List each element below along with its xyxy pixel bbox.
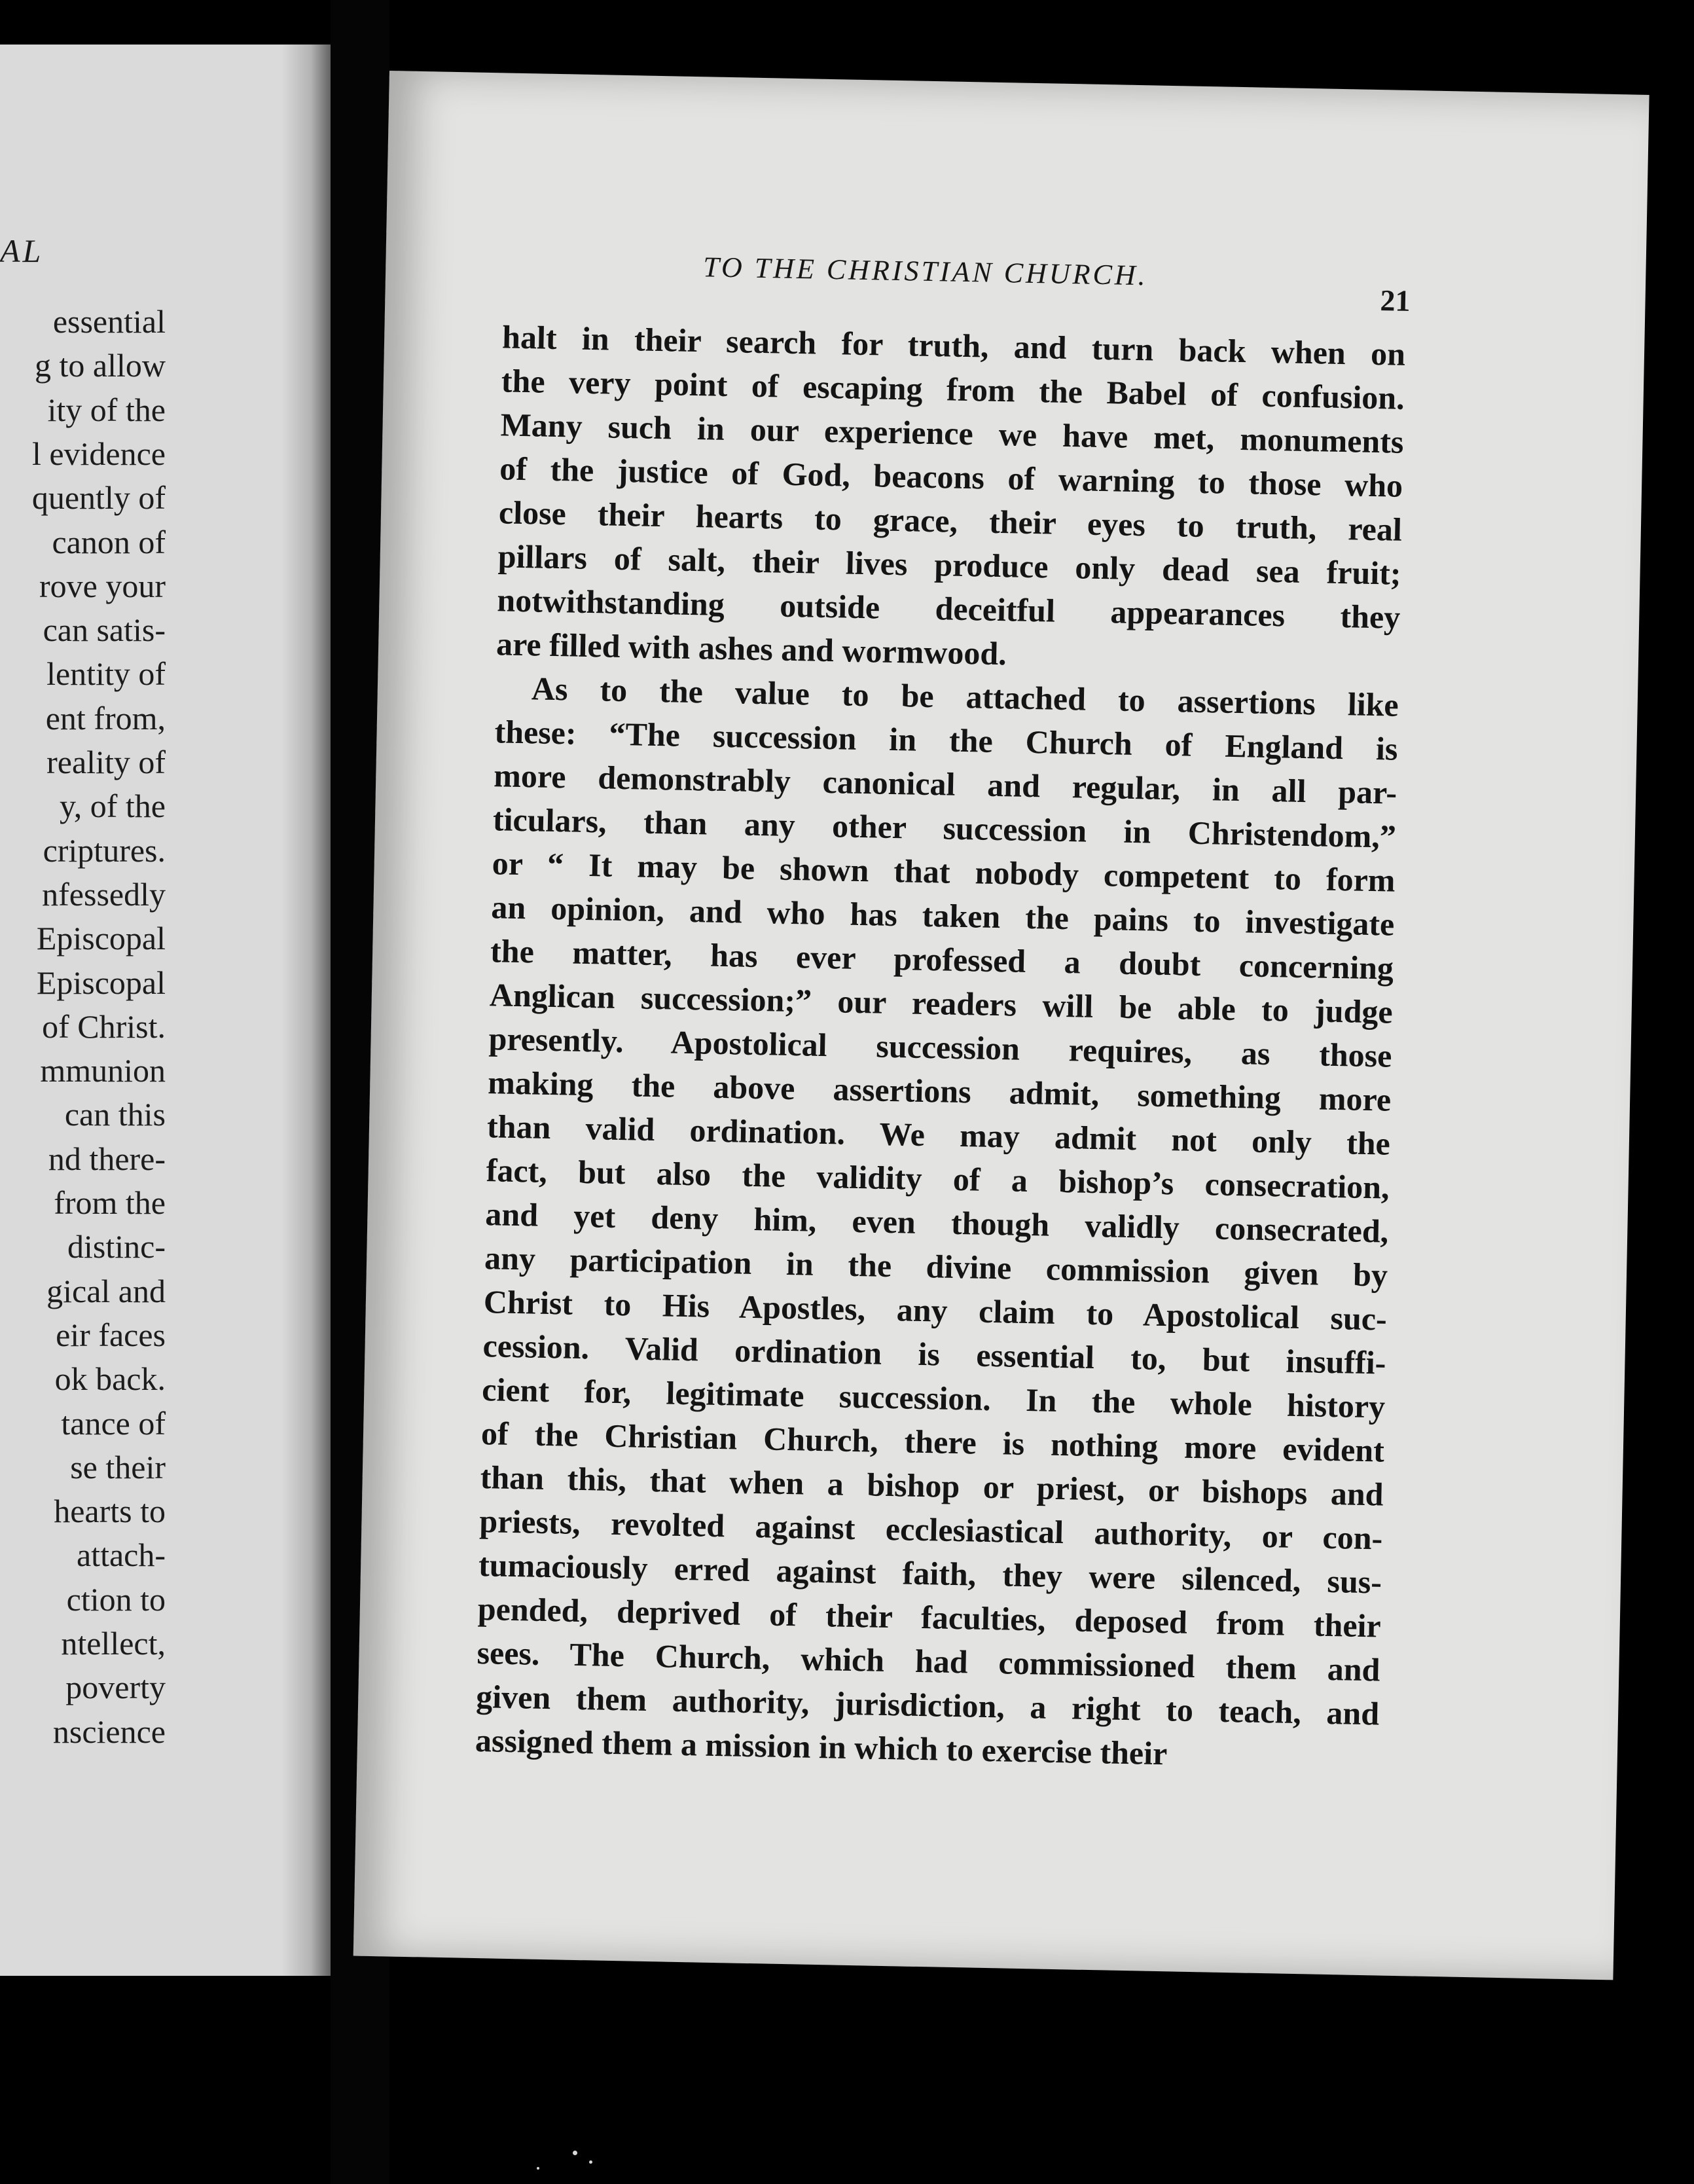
left-page-line: ity of the: [47, 391, 166, 428]
left-page-line: y, of the: [60, 788, 166, 825]
text-line: the matter, has ever professed a doubt concerning: [490, 932, 1394, 987]
left-page-line: essential: [52, 303, 166, 340]
left-page-line: nscience: [52, 1713, 166, 1750]
left-page-line: ok back.: [54, 1360, 166, 1398]
running-head: TO THE CHRISTIAN CHURCH.: [702, 251, 1149, 292]
left-page-line: Episcopal: [36, 964, 166, 1001]
left-page-line: can this: [64, 1096, 166, 1133]
text-line: presently. Apostolical succession requires, as those: [488, 1020, 1392, 1074]
text-line: pillars of salt, their lives produce only dead sea fruit;: [497, 537, 1402, 592]
text-line: halt in their search for truth, and turn back when on: [501, 318, 1406, 373]
text-line: assigned them a mission in which to exercise their: [475, 1721, 1168, 1772]
left-page-line: reality of: [46, 744, 166, 780]
text-line: notwithstanding outside deceitful appearances they: [496, 581, 1401, 636]
text-line: tumaciously erred against faith, they were silenced, sus-: [478, 1546, 1382, 1601]
left-page-line: l evidence: [31, 435, 166, 472]
text-line: As to the value to be attached to assertions like: [531, 670, 1399, 723]
left-page-line: rove your: [39, 567, 166, 604]
left-page-line: quently of: [31, 479, 166, 517]
text-line: Anglican succession;” our readers will be able to judge: [489, 976, 1394, 1030]
left-page-line: se their: [70, 1448, 166, 1485]
text-line: more demonstrably canonical and regular, in all par-: [493, 757, 1397, 811]
text-line: of the Christian Church, there is nothing more evident: [480, 1415, 1385, 1469]
text-line: given them authority, jurisdiction, a right to teach, and: [475, 1678, 1380, 1732]
left-page-line: eir faces: [56, 1316, 166, 1353]
page-curl-shadow: [281, 45, 331, 1976]
text-line: sees. The Church, which had commissioned them and: [477, 1634, 1380, 1688]
left-page-line: canon of: [52, 523, 166, 560]
left-page-line: lentity of: [46, 655, 166, 693]
text-line: than this, that when a bishop or priest, or bishops and: [480, 1459, 1384, 1513]
left-page-line: attach-: [76, 1537, 166, 1574]
left-page-line: criptures.: [43, 831, 166, 869]
left-page-line: ction to: [66, 1580, 166, 1618]
text-line: are filled with ashes and wormwood.: [496, 625, 1007, 672]
text-line: and yet deny him, even though validly consecrated,: [484, 1195, 1389, 1250]
left-page-line: distinc-: [67, 1228, 166, 1265]
left-page-line: ent from,: [45, 699, 166, 737]
left-page-line: poverty: [65, 1669, 166, 1706]
text-line: an opinion, and who has taken the pains to investigate: [490, 888, 1395, 943]
text-line: pended, deprived of their faculties, deposed from their: [477, 1590, 1382, 1645]
left-page-line: hearts to: [54, 1493, 166, 1530]
text-line: Many such in our experience we have met, monuments: [500, 406, 1404, 460]
page-number: 21: [1380, 283, 1411, 318]
text-line: ticulars, than any other succession in Christendom,”: [492, 801, 1397, 855]
left-page-line: gical and: [46, 1272, 166, 1309]
dust-speck: [573, 2151, 577, 2155]
text-line: of the justice of God, beacons of warning to those who: [499, 450, 1403, 504]
dust-speck: [589, 2160, 592, 2164]
text-line: the very point of escaping from the Babel of confusion.: [501, 362, 1405, 416]
text-line: priests, revolted against ecclesiastical authority, or con-: [478, 1502, 1383, 1557]
text-line: any participation in the divine commission given by: [484, 1239, 1388, 1294]
left-page-line: tance of: [61, 1404, 166, 1442]
left-page-line: g to allow: [35, 347, 166, 384]
text-line: close their hearts to grace, their eyes to truth, real: [498, 494, 1403, 548]
dust-speck: [537, 2167, 539, 2170]
left-page-line: mmunion: [40, 1052, 166, 1089]
left-page-line: of Christ.: [42, 1008, 166, 1045]
left-page-fragment: [0, 45, 331, 1976]
left-page-line: ntellect,: [61, 1625, 166, 1662]
text-line: fact, but also the validity of a bishop’s consecration,: [486, 1152, 1390, 1206]
text-line: Christ to His Apostles, any claim to Apostolical suc-: [483, 1283, 1388, 1338]
text-line: these: “The succession in the Church of England is: [494, 713, 1398, 767]
left-page-line: can satis-: [43, 611, 166, 649]
left-page-line: nd there-: [48, 1140, 166, 1177]
text-line: cession. Valid ordination is essential to, but insuffi-: [482, 1327, 1386, 1381]
book-page: [353, 71, 1649, 1980]
text-line: or “ It may be shown that nobody competent to form: [492, 845, 1396, 899]
left-page-line: Episcopal: [36, 920, 166, 957]
page-body-text: [475, 315, 1405, 1779]
text-line: cient for, legitimate succession. In the whole history: [481, 1371, 1386, 1425]
text-line: making the above assertions admit, something more: [487, 1064, 1392, 1118]
left-page-line: nfessedly: [42, 875, 166, 913]
left-page-line: from the: [54, 1184, 166, 1221]
text-line: than valid ordination. We may admit not only the: [486, 1108, 1391, 1162]
left-running-head-fragment: AL: [0, 232, 44, 269]
